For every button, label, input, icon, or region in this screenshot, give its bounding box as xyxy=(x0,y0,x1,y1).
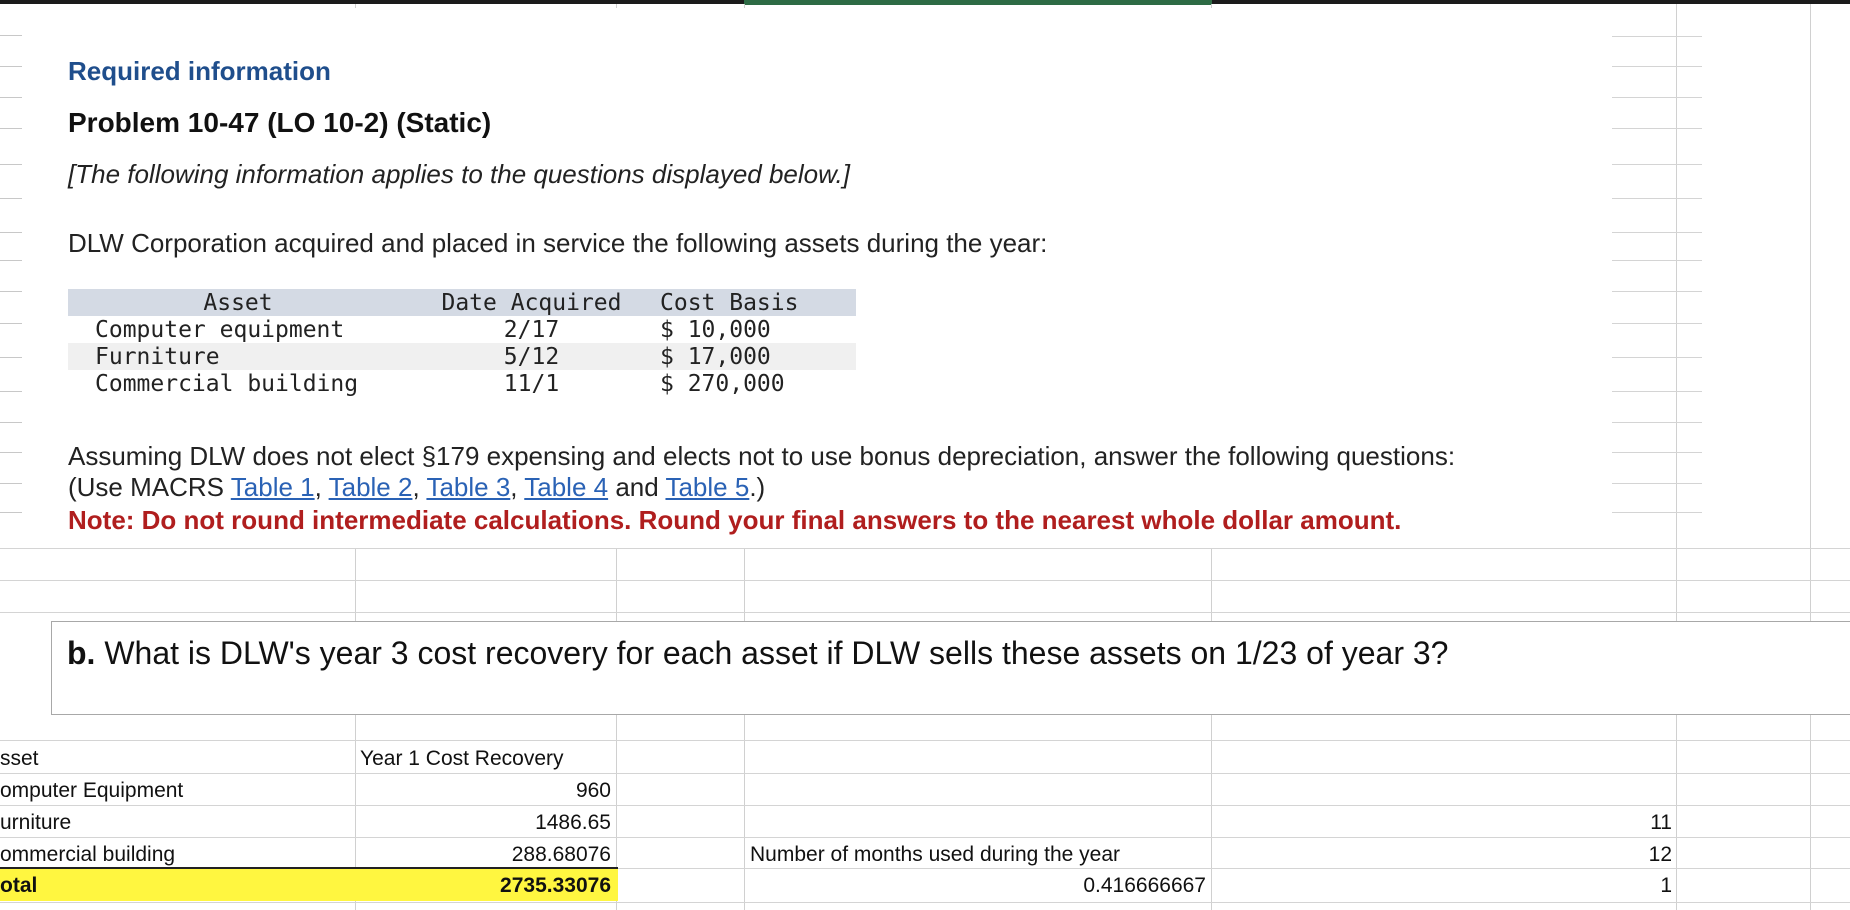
macrs-table-links xyxy=(68,472,1455,503)
row-line xyxy=(1612,357,1702,358)
row-line xyxy=(1612,66,1702,67)
asset-name: Furniture xyxy=(95,344,220,370)
row-line xyxy=(0,391,22,392)
row-line xyxy=(0,198,22,199)
cell-months-value[interactable]: 0.416666667 xyxy=(1083,874,1206,897)
header-asset: Asset xyxy=(203,290,273,316)
row-line xyxy=(0,291,22,292)
row-line xyxy=(0,805,1850,806)
row-line xyxy=(0,66,22,67)
row-line xyxy=(0,97,22,98)
link-table-2[interactable]: Table 2 xyxy=(328,472,413,502)
use-prefix: (Use MACRS xyxy=(68,472,231,502)
row-line xyxy=(0,512,22,513)
statement-text: DLW Corporation acquired and placed in service the following assets during the year: xyxy=(68,228,1048,258)
total-row-border xyxy=(0,867,618,869)
selected-column-indicator xyxy=(744,0,1212,5)
row-line xyxy=(0,483,22,484)
asset-name: Computer equipment xyxy=(95,317,345,343)
grid-line xyxy=(1676,4,1677,910)
question-body: What is DLW's year 3 cost recovery for each asset if DLW sells these assets on 1/23 of year 3? xyxy=(95,635,1449,671)
row-line xyxy=(1612,128,1702,129)
asset-table xyxy=(68,289,856,397)
row-line xyxy=(1612,391,1702,392)
question-text xyxy=(67,635,1448,672)
grid-line xyxy=(616,548,617,910)
assume-text: Assuming DLW does not elect §179 expensing and elects not to use bonus depreciation, answer the following questions: xyxy=(68,441,1456,471)
row-line xyxy=(1612,232,1702,233)
cell-months-label[interactable]: Number of months used during the year xyxy=(750,843,1121,866)
asset-row xyxy=(68,370,856,397)
row-line xyxy=(0,580,1850,581)
asset-cost: $ 17,000 xyxy=(660,344,771,370)
separator: , xyxy=(314,472,329,502)
grid-line xyxy=(1810,4,1811,910)
intro-text: [The following information applies to the questions displayed below.] xyxy=(68,159,850,189)
row-line xyxy=(1612,97,1702,98)
asset-date: 5/12 xyxy=(503,344,560,370)
row-line xyxy=(0,773,1850,774)
row-line xyxy=(1612,164,1702,165)
row-line xyxy=(0,260,22,261)
row-line xyxy=(0,902,1850,903)
cell-number[interactable]: 11 xyxy=(1650,811,1672,834)
cell-asset-name[interactable]: omputer Equipment xyxy=(0,779,184,802)
separator: , xyxy=(412,472,427,502)
link-table-4[interactable]: Table 4 xyxy=(524,472,609,502)
row-line xyxy=(0,357,22,358)
separator: , xyxy=(510,472,525,502)
asset-cost: $ 10,000 xyxy=(660,317,771,343)
row-line xyxy=(1612,260,1702,261)
row-line xyxy=(0,548,1850,549)
link-table-5[interactable]: Table 5 xyxy=(665,472,750,502)
cell-total-value[interactable]: 2735.33076 xyxy=(500,874,611,897)
row-line xyxy=(1612,36,1702,37)
row-line xyxy=(0,128,22,129)
asset-row xyxy=(68,316,856,343)
row-line xyxy=(1612,323,1702,324)
row-line xyxy=(0,612,1850,613)
asset-date: 2/17 xyxy=(503,317,560,343)
row-line xyxy=(0,323,22,324)
row-line xyxy=(1612,422,1702,423)
cell-cost-recovery[interactable]: 1486.65 xyxy=(535,811,611,834)
grid-line xyxy=(1211,548,1212,910)
row-line xyxy=(1612,512,1702,513)
asset-cost: $ 270,000 xyxy=(660,371,785,397)
cell-asset-name[interactable]: urniture xyxy=(0,811,72,834)
row-line xyxy=(1612,291,1702,292)
use-suffix: .) xyxy=(749,472,766,502)
row-line xyxy=(0,837,1850,838)
header-cost-basis: Cost Basis xyxy=(660,290,799,316)
row-line xyxy=(1612,198,1702,199)
cell-number[interactable]: 1 xyxy=(1660,874,1672,897)
cell-cost-recovery[interactable]: 960 xyxy=(575,779,611,802)
asset-name: Commercial building xyxy=(95,371,359,397)
cell-asset-name[interactable]: ommercial building xyxy=(0,843,176,866)
asset-table-header xyxy=(68,289,856,316)
question-label: b. xyxy=(67,635,96,671)
row-line xyxy=(1612,483,1702,484)
cell-number[interactable]: 12 xyxy=(1648,843,1672,866)
cell-cost-recovery[interactable]: 288.68076 xyxy=(511,843,611,866)
header-date-acquired: Date Acquired xyxy=(441,290,622,316)
problem-panel xyxy=(24,8,1609,543)
grid-line xyxy=(355,548,356,910)
cell-year1-header[interactable]: Year 1 Cost Recovery xyxy=(360,747,564,770)
row-line xyxy=(0,164,22,165)
cell-asset-header[interactable]: sset xyxy=(0,747,39,770)
cell-total-label[interactable]: otal xyxy=(0,874,38,897)
asset-row xyxy=(68,343,856,370)
asset-date: 11/1 xyxy=(503,371,560,397)
separator: and xyxy=(608,472,666,502)
grid-line xyxy=(744,548,745,910)
instructions xyxy=(68,441,1455,503)
link-table-3[interactable]: Table 3 xyxy=(426,472,511,502)
row-line xyxy=(1612,452,1702,453)
row-line xyxy=(0,740,1850,741)
row-line xyxy=(0,35,22,36)
row-line xyxy=(0,452,22,453)
problem-title: Problem 10-47 (LO 10-2) (Static) xyxy=(68,107,492,138)
row-line xyxy=(0,232,22,233)
question-textbox[interactable] xyxy=(51,621,1850,715)
link-table-1[interactable]: Table 1 xyxy=(230,472,315,502)
required-info-heading: Required information xyxy=(68,56,331,86)
row-line xyxy=(0,422,22,423)
rounding-note: Note: Do not round intermediate calculations. Round your final answers to the nearest whole dollar amount. xyxy=(68,505,1402,535)
